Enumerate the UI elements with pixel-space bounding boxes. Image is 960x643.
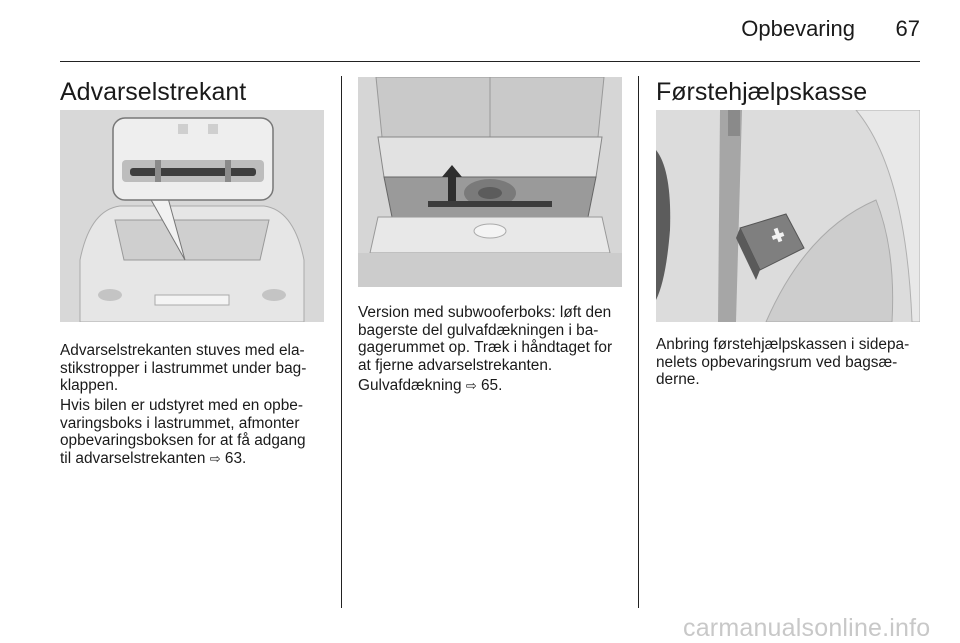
paragraph-floor-cover-ref bbox=[358, 377, 630, 396]
text-line: derne. bbox=[656, 371, 700, 389]
reference-arrow-icon: ⇨ bbox=[209, 451, 221, 467]
page-reference-link[interactable]: 63. bbox=[224, 449, 247, 467]
paragraph-subwoofer-version bbox=[358, 304, 630, 374]
section-heading-warning-triangle: Advarselstrekant bbox=[60, 78, 247, 106]
figure-first-aid-kit bbox=[656, 110, 920, 322]
column-divider-right bbox=[638, 76, 639, 608]
paragraph-storage-info bbox=[60, 342, 328, 395]
car-rear-illustration bbox=[60, 110, 324, 322]
trunk-illustration bbox=[358, 77, 622, 287]
figure-warning-triangle bbox=[60, 110, 324, 322]
text-line: til advarselstrekanten bbox=[60, 449, 206, 467]
text-line: nelets opbevaringsrum ved bagsæ- bbox=[656, 353, 898, 371]
header-divider bbox=[60, 61, 920, 62]
text-line: Hvis bilen er udstyret med en opbe- bbox=[60, 397, 303, 414]
reference-arrow-icon: ⇨ bbox=[465, 379, 477, 394]
paragraph-storage-box bbox=[60, 397, 328, 468]
side-panel-illustration bbox=[656, 110, 920, 322]
text-line: Gulvafdækning bbox=[358, 377, 462, 394]
text-line: stikstropper i lastrummet under bag- bbox=[60, 359, 307, 377]
text-line: Advarselstrekanten stuves med ela- bbox=[60, 342, 305, 359]
page-reference-link[interactable]: 65. bbox=[481, 377, 503, 394]
paragraph-first-aid-location bbox=[656, 336, 928, 389]
column-divider-left bbox=[341, 76, 342, 608]
footer-watermark: carmanualsonline.info bbox=[683, 614, 931, 642]
text-line: gagerummet op. Træk i håndtaget for bbox=[358, 339, 613, 357]
text-line: at fjerne advarselstrekanten. bbox=[358, 356, 553, 374]
text-line: opbevaringsboksen for at få adgang bbox=[60, 432, 306, 450]
figure-subwoofer-trunk bbox=[358, 77, 622, 287]
text-line: klappen. bbox=[60, 377, 119, 395]
page-section-title: Opbevaring bbox=[741, 16, 855, 41]
text-line: bagerste del gulvafdækningen i ba- bbox=[358, 321, 599, 339]
section-heading-first-aid-kit: Førstehjælpskasse bbox=[656, 78, 868, 106]
text-line: Version med subwooferboks: løft den bbox=[358, 304, 612, 321]
page-number: 67 bbox=[895, 16, 920, 41]
text-line: varingsboks i lastrummet, afmonter bbox=[60, 414, 300, 432]
text-line: Anbring førstehjælpskassen i sidepa- bbox=[656, 336, 910, 353]
